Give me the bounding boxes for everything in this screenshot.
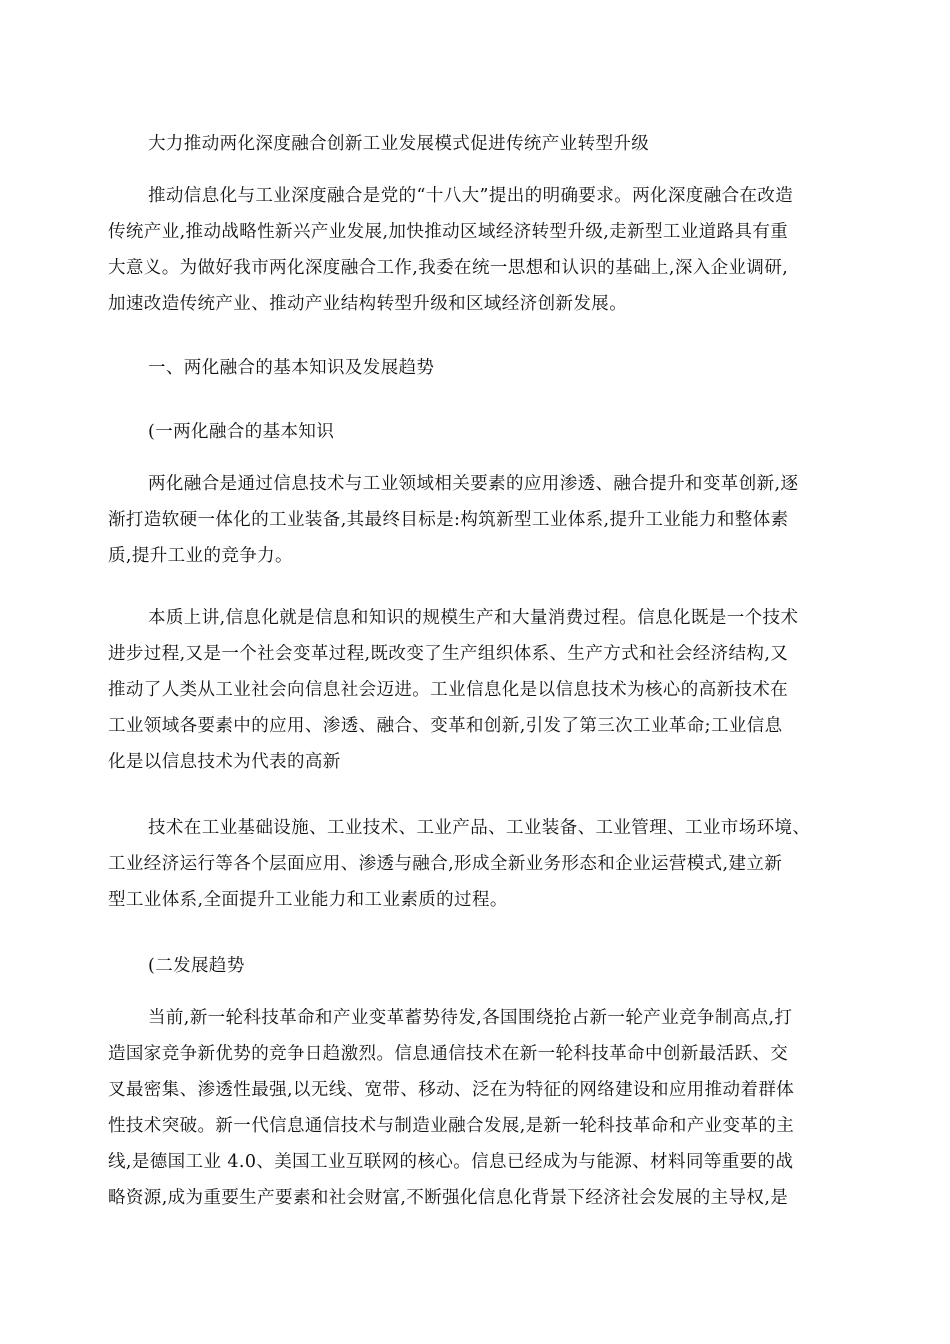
paragraph-line: 技术在工业基础设施、工业技术、工业产品、工业装备、工业管理、工业市场环境、 [148, 818, 811, 838]
section-heading-1: 一、两化融合的基本知识及发展趋势 [148, 358, 435, 378]
intro-line: 大意义。为做好我市两化深度融合工作,我委在统一思想和认识的基础上,深入企业调研, [108, 258, 789, 278]
subsection-heading-2: (二发展趋势 [148, 956, 245, 976]
paragraph-line: 线,是德国工业 4.0、美国工业互联网的核心。信息已经成为与能源、材料同等重要的战 [108, 1152, 794, 1172]
paragraph-line: 型工业体系,全面提升工业能力和工业素质的过程。 [108, 890, 508, 910]
paragraph-line: 本质上讲,信息化就是信息和知识的规模生产和大量消费过程。信息化既是一个技术 [148, 608, 799, 628]
paragraph-2 [108, 600, 863, 780]
paragraph-line: 质,提升工业的竞争力。 [108, 546, 293, 566]
subsection-heading-1: (一两化融合的基本知识 [148, 422, 335, 442]
paragraph-line: 进步过程,又是一个社会变革过程,既改变了生产组织体系、生产方式和社会经济结构,又 [108, 644, 789, 664]
intro-paragraph [108, 178, 863, 322]
paragraph-line: 叉最密集、渗透性最强,以无线、宽带、移动、泛在为特征的网络建设和应用推动着群体 [108, 1080, 795, 1100]
paragraph-line: 性技术突破。新一代信息通信技术与制造业融合发展,是新一轮科技革命和产业变革的主 [108, 1116, 795, 1136]
intro-line: 推动信息化与工业深度融合是党的“十八大”提出的明确要求。两化深度融合在改造 [148, 186, 794, 206]
intro-line: 传统产业,推动战略性新兴产业发展,加快推动区域经济转型升级,走新型工业道路具有重 [108, 222, 789, 242]
paragraph-line: 当前,新一轮科技革命和产业变革蓄势待发,各国围绕抢占新一轮产业竞争制高点,打 [148, 1008, 793, 1028]
paragraph-3 [108, 810, 863, 918]
intro-line: 加速改造传统产业、推动产业结构转型升级和区域经济创新发展。 [108, 294, 628, 314]
paragraph-line: 略资源,成为重要生产要素和社会财富,不断强化信息化背景下经济社会发展的主导权,是 [108, 1188, 789, 1208]
paragraph-line: 两化融合是通过信息技术与工业领域相关要素的应用渗透、融合提升和变革创新,逐 [148, 474, 799, 494]
paragraph-1 [108, 466, 863, 574]
paragraph-4 [108, 1000, 863, 1216]
paragraph-line: 渐打造软硬一体化的工业装备,其最终目标是:构筑新型工业体系,提升工业能力和整体素 [108, 510, 789, 530]
document-title: 大力推动两化深度融合创新工业发展模式促进传统产业转型升级 [148, 134, 650, 154]
paragraph-line: 化是以信息技术为代表的高新 [108, 752, 341, 772]
paragraph-line: 推动了人类从工业社会向信息社会迈进。工业信息化是以信息技术为核心的高新技术在 [108, 680, 789, 700]
paragraph-line: 工业经济运行等各个层面应用、渗透与融合,形成全新业务形态和企业运营模式,建立新 [108, 854, 783, 874]
paragraph-line: 工业领域各要素中的应用、渗透、融合、变革和创新,引发了第三次工业革命;工业信息 [108, 716, 783, 736]
paragraph-line: 造国家竞争新优势的竞争日趋激烈。信息通信技术在新一轮科技革命中创新最活跃、交 [108, 1044, 789, 1064]
